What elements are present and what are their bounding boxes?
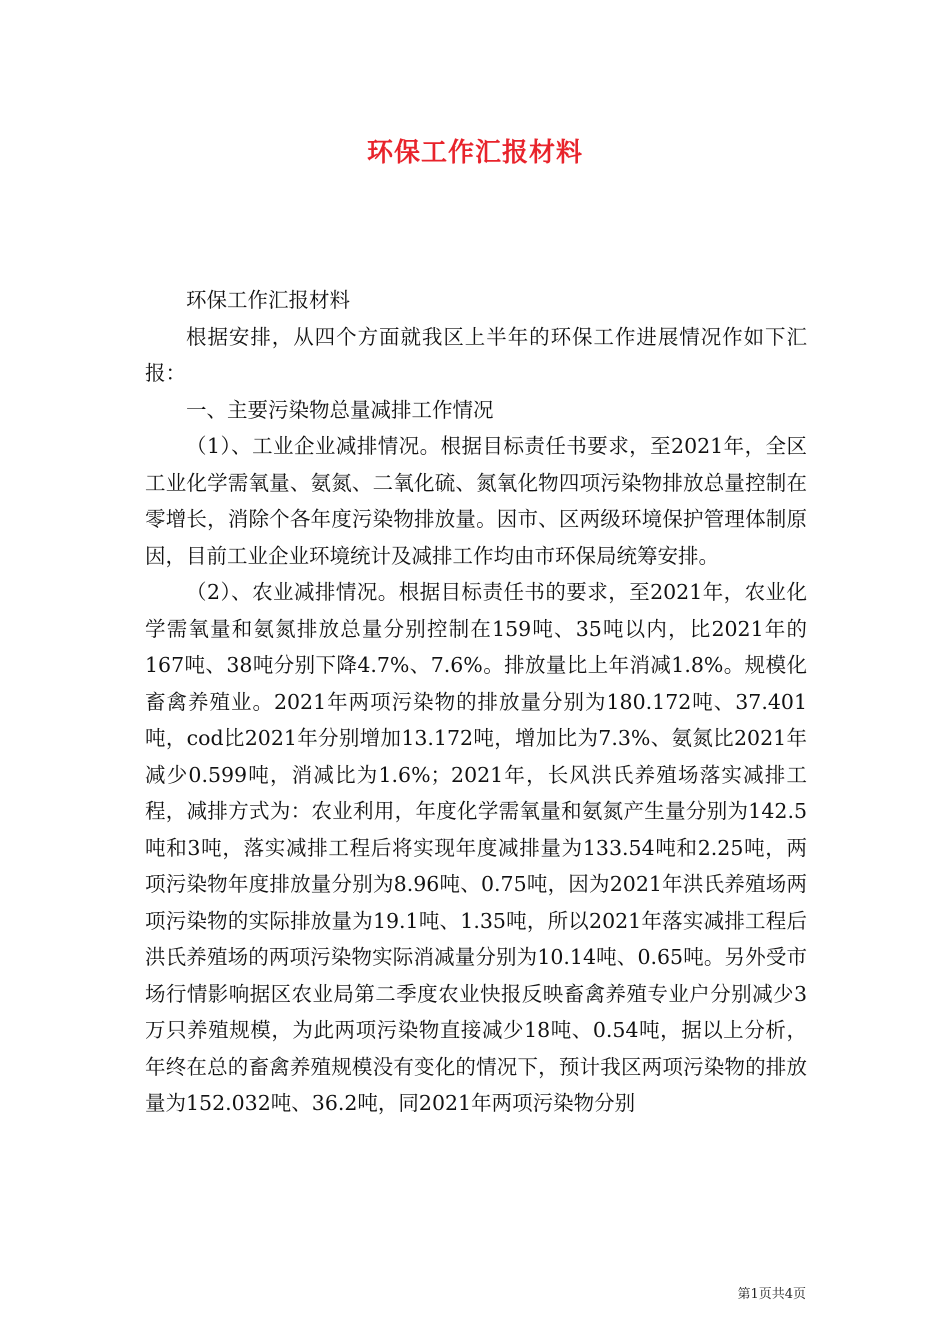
- page-number: 第1页共4页: [737, 1287, 806, 1302]
- paragraph-intro: 根据安排，从四个方面就我区上半年的环保工作进展情况作如下汇报：: [145, 324, 807, 385]
- paragraph-heading: 环保工作汇报材料: [186, 288, 350, 312]
- document-title: 环保工作汇报材料: [366, 138, 583, 168]
- document-body: [145, 282, 807, 1122]
- paragraph-industrial: （1）、工业企业减排情况。根据目标责任书要求，至2021年，全区工业化学需氧量、氨氮、二氧化硫、氮氧化物四项污染物排放总量控制在零增长，消除个各年度污染物排放量。因市、区两级环境保护管理体制原因，目前工业企业环境统计及减排工作均由市环保局统筹安排。: [145, 434, 807, 568]
- section-heading-1: 一、主要污染物总量减排工作情况: [186, 397, 494, 422]
- paragraph-agricultural: （2）、农业减排情况。根据目标责任书的要求，至2021年，农业化学需氧量和氨氮排放总量分别控制在159吨、35吨以内，比2021年的167吨、38吨分别下降4.7%、7.6%。排放量比上年消减1.8%。规模化畜禽养殖业。2021年两项污染物的排放量分别为180.172吨、37.401吨，cod比2021年分别增加13.172吨，增加比为7.3%、氨氮比2021年减少0.599吨，消减比为1.6%；2021年，长风洪氏养殖场落实减排工程，减排方式为：农业利用，年度化学需氧量和氨氮产生量分别为142.5吨和3吨，落实减排工程后将实现年度减排量为133.54吨和2.25吨，两项污染物年度排放量分别为8.96吨、0.75吨，因为2021年洪氏养殖场两项污染物的实际排放量为19.1吨、1.35吨，所以2021年落实减排工程后洪氏养殖场的两项污染物实际消减量分别为10.14吨、0.65吨。另外受市场行情影响据区农业局第二季度农业快报反映畜禽养殖专业户分别减少3万只养殖规模，为此两项污染物直接减少18吨、0.54吨，据以上分析，年终在总的畜禽养殖规模没有变化的情况下，预计我区两项污染物的排放量为152.032吨、36.2吨，同2021年两项污染物分别: [145, 580, 807, 1115]
